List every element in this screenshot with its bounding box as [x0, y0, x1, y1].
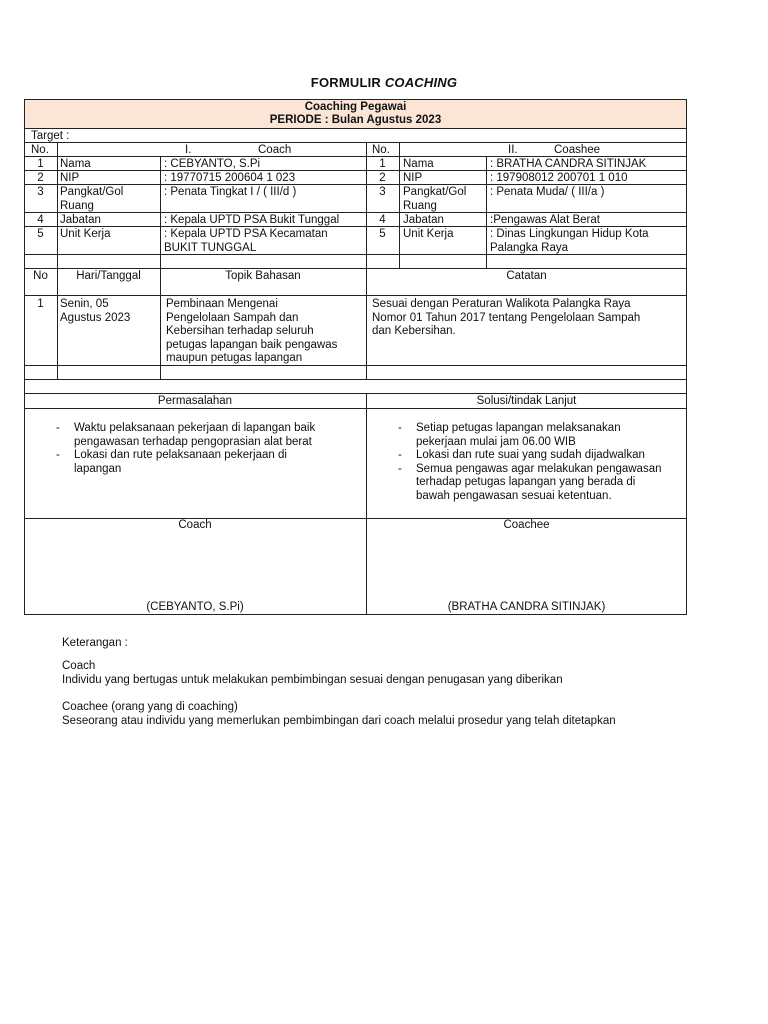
solutions-list: [394, 422, 684, 503]
coachee-row-label: NIP: [403, 172, 423, 184]
coach-row-value: : Kepala UPTD PSA Kecamatan BUKIT TUNGGAL: [164, 228, 328, 254]
session-notes-header: Catatan: [506, 270, 547, 282]
coachee-row-value: : Penata Muda/ ( III/a ): [490, 186, 605, 198]
coach-heading: Coach: [258, 144, 292, 156]
coachee-no-header: No.: [372, 144, 390, 156]
coachee-row-label: Pangkat/Gol Ruang: [403, 186, 467, 212]
solution-item: - Setiap petugas lapangan melaksanakan pekerjaan mulai jam 06.00 WIB: [394, 422, 684, 449]
coach-row-value: : 19770715 200604 1 023: [164, 172, 296, 184]
coach-row-label: Pangkat/Gol Ruang: [60, 186, 124, 212]
session-row-date: Senin, 05 Agustus 2023: [60, 298, 131, 324]
notes-coach-definition: Individu yang bertugas untuk melakukan pembimbingan sesuai dengan penugasan yang diberikan: [62, 674, 563, 686]
coachee-row-value: : 197908012 200701 1 010: [490, 172, 628, 184]
coach-row-value: : Kepala UPTD PSA Bukit Tunggal: [164, 214, 340, 226]
header-line-1: Coaching Pegawai: [304, 101, 407, 113]
coach-row-no: 5: [37, 228, 44, 240]
notes-coachee-definition: Seseorang atau individu yang memerlukan pembimbingan dari coach melalui prosedur yang telah ditetapkan: [62, 715, 616, 727]
coachee-row-no: 4: [379, 214, 386, 226]
coachee-signature-name: (BRATHA CANDRA SITINJAK): [447, 601, 606, 613]
coach-row-no: 4: [37, 214, 44, 226]
coach-row-no: 2: [37, 172, 44, 184]
coachee-row-no: 1: [379, 158, 386, 170]
solution-item: - Semua pengawas agar melakukan pengawasan terhadap petugas lapangan yang berada di bawah pengawasan sesuai ketentuan.: [394, 463, 684, 504]
form-title: FORMULIR COACHING: [310, 75, 458, 90]
notes-heading: Keterangan :: [62, 637, 128, 649]
session-no-header: No: [33, 270, 48, 282]
coach-row-value: : Penata Tingkat I / ( III/d ): [164, 186, 297, 198]
coachee-row-no: 5: [379, 228, 386, 240]
session-date-header: Hari/Tanggal: [76, 270, 141, 282]
coach-row-label: Nama: [60, 158, 91, 170]
coach-signature-name: (CEBYANTO, S.Pi): [146, 601, 244, 613]
coach-heading-number: I.: [185, 144, 192, 156]
coach-row-no: 1: [37, 158, 44, 170]
coachee-row-value: : Dinas Lingkungan Hidup Kota Palangka Raya: [490, 228, 649, 254]
notes-coach-term: Coach: [62, 660, 96, 672]
coach-row-no: 3: [37, 186, 44, 198]
coachee-row-no: 3: [379, 186, 386, 198]
target-label: Target :: [31, 130, 70, 142]
session-row-no: 1: [37, 298, 44, 310]
problems-list: [52, 422, 352, 476]
coachee-row-label: Nama: [403, 158, 434, 170]
header-line-2: PERIODE : Bulan Agustus 2023: [269, 114, 442, 126]
coachee-row-label: Unit Kerja: [403, 228, 454, 240]
problem-item: - Lokasi dan rute pelaksanaan pekerjaan di lapangan: [52, 449, 352, 476]
coachee-row-value: : BRATHA CANDRA SITINJAK: [490, 158, 647, 170]
coach-row-value: : CEBYANTO, S.Pi: [164, 158, 261, 170]
coach-no-header: No.: [31, 144, 49, 156]
coach-row-label: NIP: [60, 172, 80, 184]
problem-item: - Waktu pelaksanaan pekerjaan di lapangan baik pengawasan terhadap pengoprasian alat berat: [52, 422, 352, 449]
coachee-heading-number: II.: [508, 144, 518, 156]
problems-header: Permasalahan: [157, 395, 233, 407]
session-row-notes: Sesuai dengan Peraturan Walikota Palangka Raya Nomor 01 Tahun 2017 tentang Pengelolaan Sampah dan Kebersihan.: [372, 298, 641, 337]
solution-item: - Lokasi dan rute suai yang sudah dijadwalkan: [394, 449, 684, 463]
coachee-heading: Coashee: [554, 144, 601, 156]
coachee-signature-label: Coachee: [503, 519, 550, 531]
coach-row-label: Unit Kerja: [60, 228, 111, 240]
coach-signature-label: Coach: [178, 519, 212, 531]
coachee-row-label: Jabatan: [403, 214, 444, 226]
coachee-row-value: :Pengawas Alat Berat: [490, 214, 600, 226]
session-topic-header: Topik Bahasan: [225, 270, 301, 282]
solutions-header: Solusi/tindak Lanjut: [476, 395, 577, 407]
coachee-row-no: 2: [379, 172, 386, 184]
session-row-topic: Pembinaan Mengenai Pengelolaan Sampah dan Kebersihan terhadap seluruh petugas lapangan baik pengawas maupun petugas lapangan: [166, 298, 338, 364]
notes-coachee-term: Coachee (orang yang di coaching): [62, 701, 238, 713]
coach-row-label: Jabatan: [60, 214, 101, 226]
